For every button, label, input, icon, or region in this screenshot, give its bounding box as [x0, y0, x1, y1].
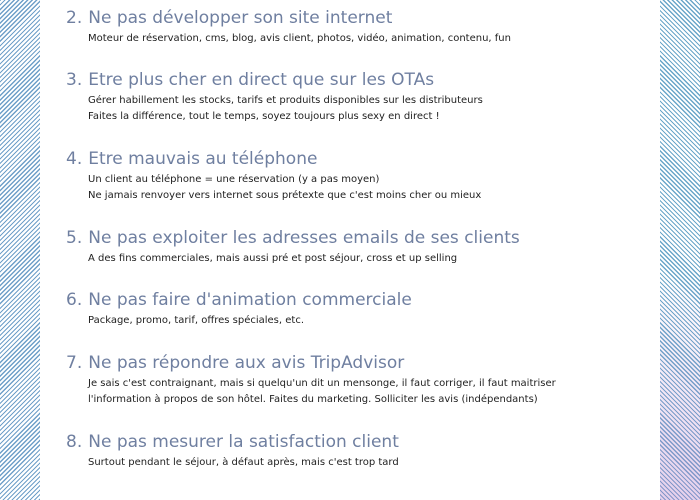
- item-detail: Un client au téléphone = une réservation (y a pas moyen): [88, 174, 380, 185]
- list-item: [66, 351, 646, 408]
- list-item: [66, 147, 646, 204]
- list-item: [66, 6, 646, 47]
- list-item: [66, 68, 646, 125]
- item-number: 4.: [66, 149, 83, 169]
- item-title: Ne pas exploiter les adresses emails de ses clients: [88, 228, 520, 248]
- item-detail: A des fins commerciales, mais aussi pré et post séjour, cross et up selling: [88, 253, 458, 264]
- item-number: 7.: [66, 353, 83, 373]
- item-number: 5.: [66, 228, 83, 248]
- item-heading: [66, 147, 646, 171]
- item-detail: Faites la différence, tout le temps, soyez toujours plus sexy en direct !: [88, 111, 440, 122]
- item-heading: [66, 351, 646, 375]
- item-number: 8.: [66, 432, 83, 452]
- item-title: Ne pas développer son site internet: [88, 8, 393, 28]
- list-item: [66, 430, 646, 471]
- item-detail: Package, promo, tarif, offres spéciales, etc.: [88, 315, 305, 326]
- item-detail: Moteur de réservation, cms, blog, avis client, photos, vidéo, animation, contenu, fun: [88, 33, 511, 44]
- item-number: 2.: [66, 8, 83, 28]
- item-title: Etre mauvais au téléphone: [88, 149, 318, 169]
- list-item: [66, 288, 646, 329]
- item-heading: [66, 68, 646, 92]
- decorative-stripe-right: [660, 0, 700, 500]
- item-title: Ne pas mesurer la satisfaction client: [88, 432, 399, 452]
- item-title: Ne pas répondre aux avis TripAdvisor: [88, 353, 405, 373]
- item-title: Etre plus cher en direct que sur les OTAs: [88, 70, 435, 90]
- item-heading: [66, 430, 646, 454]
- item-detail: Surtout pendant le séjour, à défaut après, mais c'est trop tard: [88, 457, 399, 468]
- item-detail: l'information à propos de son hôtel. Faites du marketing. Solliciter les avis (indépendants): [88, 394, 538, 405]
- item-heading: [66, 288, 646, 312]
- item-number: 6.: [66, 290, 83, 310]
- item-number: 3.: [66, 70, 83, 90]
- item-detail: Je sais c'est contraignant, mais si quelqu'un dit un mensonge, il faut corriger, il faut maitriser: [88, 378, 556, 389]
- decorative-stripe-left: [0, 0, 40, 500]
- item-detail: Ne jamais renvoyer vers internet sous prétexte que c'est moins cher ou mieux: [88, 190, 482, 201]
- item-heading: [66, 6, 646, 30]
- item-title: Ne pas faire d'animation commerciale: [88, 290, 412, 310]
- list-item: [66, 226, 646, 267]
- item-detail: Gérer habillement les stocks, tarifs et produits disponibles sur les distributeurs: [88, 95, 483, 106]
- item-heading: [66, 226, 646, 250]
